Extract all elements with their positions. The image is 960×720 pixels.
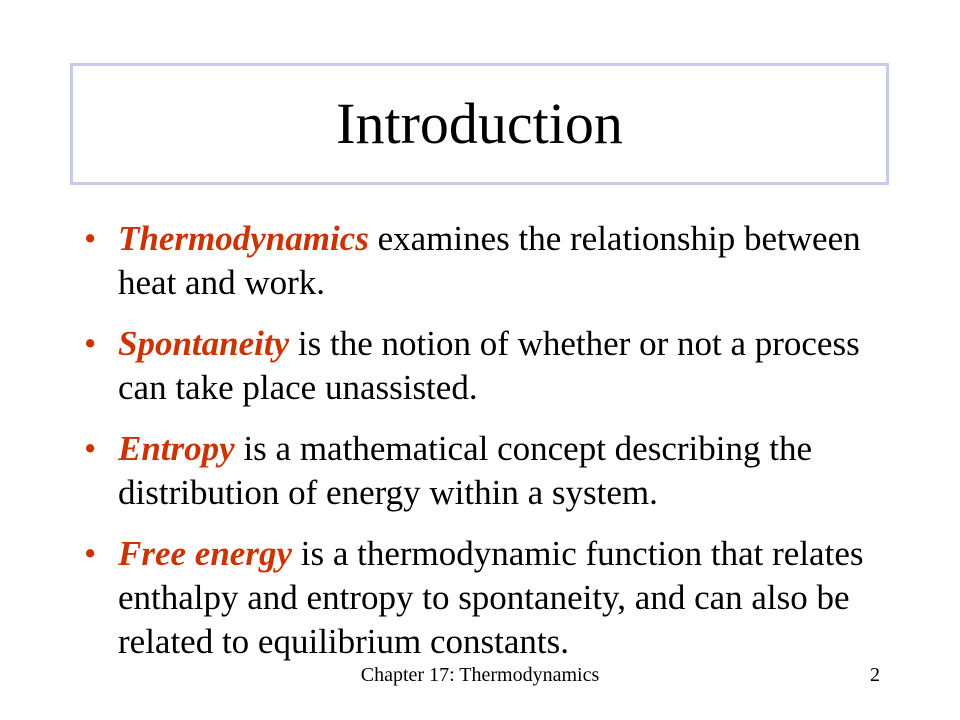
bullet-marker-icon: • [84,429,97,468]
bullet-text: is a mathematical concept describing the distribution of energy within a system. [118,429,812,512]
slide-title: Introduction [336,91,623,156]
bullet-item-thermodynamics [84,217,884,305]
bullet-marker-icon: • [84,219,97,258]
bullet-item-entropy [84,427,884,515]
bullet-term: Free energy [118,534,292,573]
slide-footer: Chapter 17: Thermodynamics [360,664,600,686]
bullet-term: Thermodynamics [118,219,369,258]
bullet-item-free-energy [84,532,884,664]
bullet-text: examines the relationship between heat and work. [118,219,861,302]
bullet-marker-icon: • [84,534,97,573]
bullet-term: Spontaneity [118,324,290,363]
bullet-marker-icon: • [84,324,97,363]
title-box [70,63,889,185]
bullet-list [84,217,884,681]
bullet-term: Entropy [118,429,235,468]
bullet-text: is a thermodynamic function that relates enthalpy and entropy to spontaneity, and can also be related to equilibrium constants. [118,534,864,661]
bullet-text: is the notion of whether or not a process can take place unassisted. [118,324,860,407]
bullet-item-spontaneity [84,322,884,410]
page-number: 2 [870,664,880,686]
